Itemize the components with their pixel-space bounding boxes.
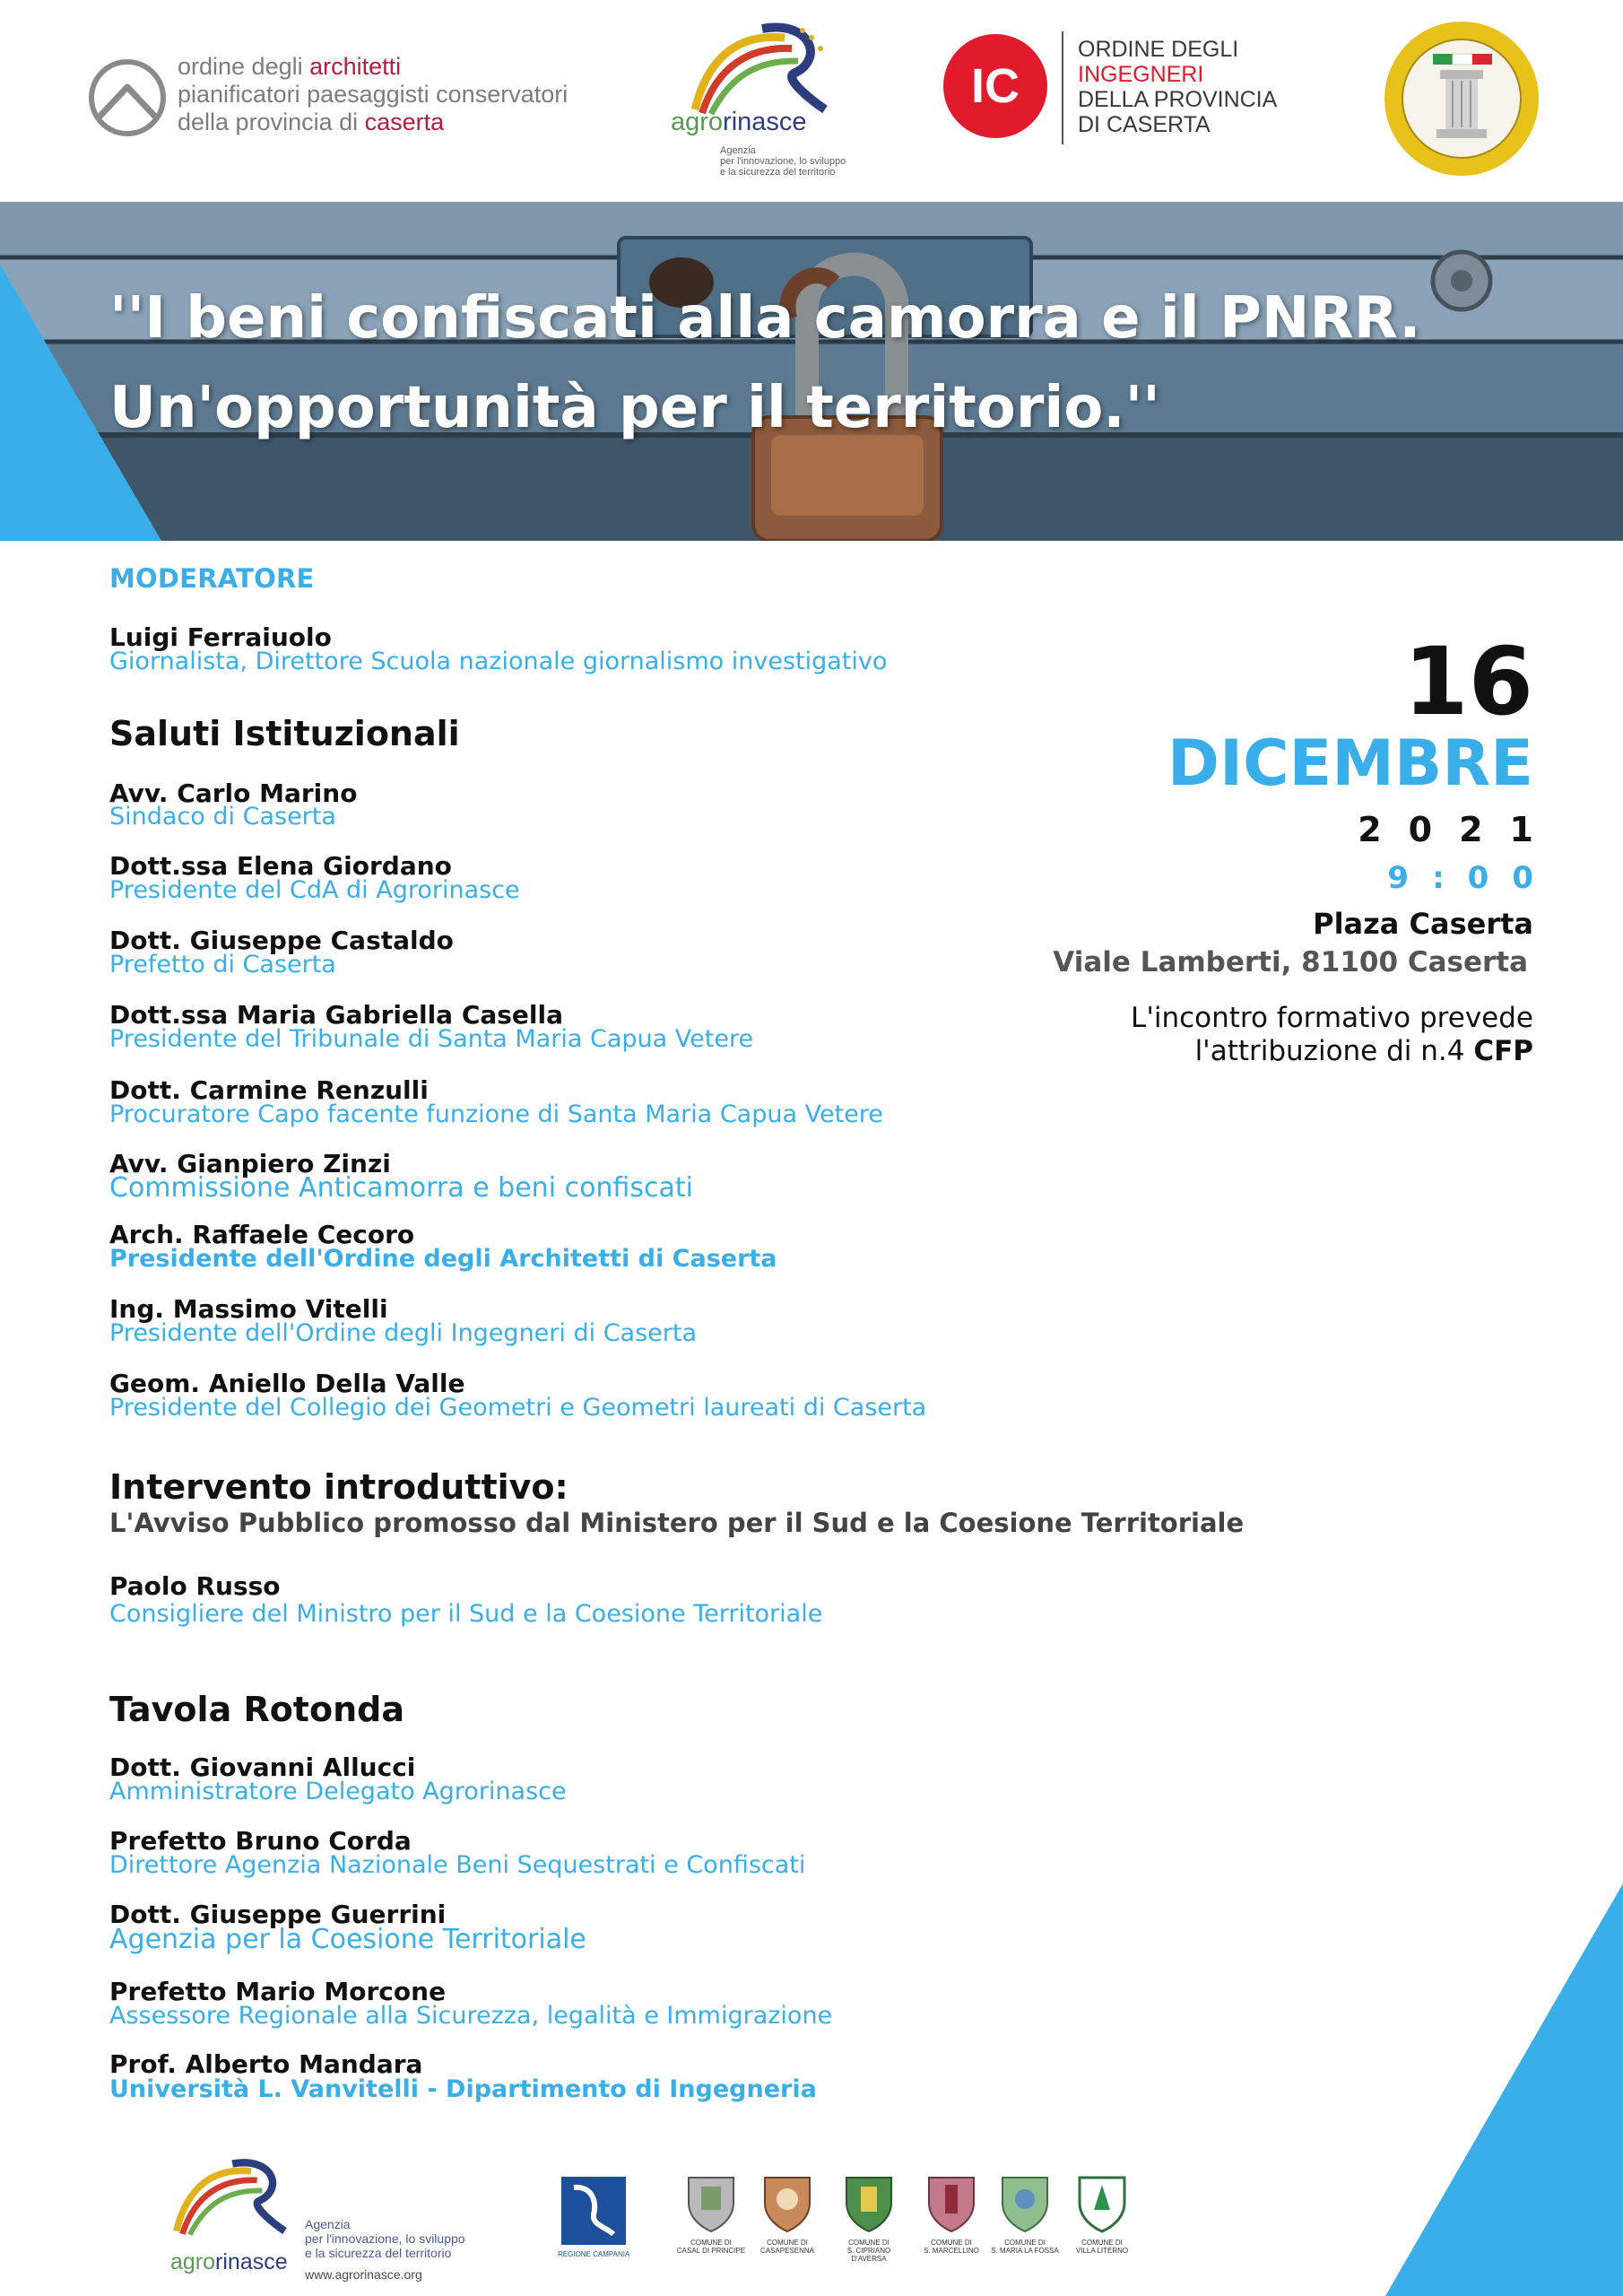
intervento-speaker-name: Paolo Russo bbox=[109, 1571, 281, 1601]
ingegneri-line2: INGEGNERI bbox=[1078, 62, 1204, 87]
agrorinasce-name-rinasce: rinasce bbox=[723, 108, 807, 136]
agrorinasce-footer-logo bbox=[152, 2152, 484, 2287]
event-day: 16 bbox=[1403, 627, 1533, 736]
architetti-line2: pianificatori paesaggisti conservatori bbox=[178, 81, 568, 108]
saluti-speaker-role: Commissione Anticamorra e beni confiscati bbox=[109, 1172, 693, 1204]
moderator-role: Giornalista, Direttore Scuola nazionale giornalismo investigativo bbox=[109, 648, 888, 675]
saluti-speaker-name: Ing. Massimo Vitelli bbox=[109, 1294, 388, 1324]
regione-campania-logo bbox=[558, 2175, 629, 2261]
tavola-speaker-name: Prefetto Bruno Corda bbox=[109, 1826, 412, 1856]
comune-crest bbox=[986, 2169, 1063, 2255]
cfp-label: CFP bbox=[1473, 1035, 1533, 1067]
comune-label: COMUNE DI CASAPESENNA bbox=[759, 2239, 815, 2255]
comune-label: COMUNE DI S. MARIA LA FOSSA bbox=[991, 2239, 1059, 2255]
ingegneri-logo bbox=[942, 31, 1300, 148]
event-year: 2021 bbox=[1358, 810, 1560, 849]
ingegneri-badge: IC bbox=[943, 34, 1047, 138]
tavola-speaker-name: Prefetto Mario Morcone bbox=[109, 1977, 447, 2006]
event-month: DICEMBRE bbox=[1167, 726, 1533, 800]
saluti-speaker-role: Presidente del Tribunale di Santa Maria Capua Vetere bbox=[109, 1025, 754, 1053]
tavola-speaker-role: Agenzia per la Coesione Territoriale bbox=[109, 1924, 586, 1955]
agrorinasce-footer-tagline: Agenzia per l'innovazione, lo sviluppo e la sicurezza del territorio bbox=[305, 2217, 465, 2260]
cfp-line2: l'attribuzione di n.4 bbox=[1194, 1035, 1474, 1067]
tavola-speaker-name: Dott. Giovanni Allucci bbox=[109, 1752, 416, 1782]
moderator-heading: MODERATORE bbox=[109, 563, 315, 594]
tavola-speaker-name: Dott. Giuseppe Guerrini bbox=[109, 1900, 447, 1929]
crest-icon bbox=[1074, 2169, 1130, 2233]
crest-icon bbox=[924, 2169, 979, 2233]
saluti-speaker-name: Avv. Gianpiero Zinzi bbox=[109, 1149, 391, 1178]
comune-crest bbox=[673, 2169, 750, 2255]
architetti-logo bbox=[88, 49, 626, 148]
saluti-speaker-role: Prefetto di Caserta bbox=[109, 951, 336, 978]
saluti-speaker-name: Avv. Carlo Marino bbox=[109, 778, 358, 808]
saluti-speaker-name: Arch. Raffaele Cecoro bbox=[109, 1220, 415, 1249]
regione-campania-icon bbox=[558, 2175, 629, 2247]
architetti-line3: della provincia di bbox=[178, 109, 365, 135]
footer-name-rinasce: rinasce bbox=[215, 2249, 288, 2274]
saluti-speaker-role: Presidente dell'Ordine degli Ingegneri di Caserta bbox=[109, 1319, 698, 1347]
tavola-speaker-name: Prof. Alberto Mandara bbox=[109, 2049, 423, 2079]
footer-logos bbox=[0, 2135, 1623, 2296]
agrorinasce-name-agro: agro bbox=[671, 108, 724, 136]
architetti-text bbox=[178, 53, 568, 136]
footer-name-agro: agro bbox=[170, 2249, 216, 2274]
tavola-heading: Tavola Rotonda bbox=[109, 1690, 404, 1729]
event-address: Viale Lamberti, 81100 Caserta bbox=[1053, 946, 1528, 978]
event-title bbox=[109, 274, 1589, 453]
geometri-seal-icon bbox=[1381, 18, 1542, 179]
comune-label: COMUNE DI CASAL DI PRINCIPE bbox=[676, 2239, 746, 2255]
tavola-speaker-role: Direttore Agenzia Nazionale Beni Sequestrati e Confiscati bbox=[109, 1851, 806, 1879]
tavola-speaker-role: Assessore Regionale alla Sicurezza, legalità e Immigrazione bbox=[109, 2002, 833, 2030]
saluti-speaker-name: Dott. Carmine Renzulli bbox=[109, 1075, 429, 1105]
agrorinasce-footer-name bbox=[170, 2249, 288, 2275]
intervento-heading: Intervento introduttivo: bbox=[109, 1467, 568, 1507]
event-time: 9:00 bbox=[1387, 860, 1557, 896]
architetti-line1: ordine degli bbox=[178, 53, 310, 80]
saluti-speaker-role: Sindaco di Caserta bbox=[109, 803, 336, 831]
hero-banner bbox=[0, 202, 1623, 541]
moderator-name: Luigi Ferraiuolo bbox=[109, 622, 332, 652]
cfp-line1: L'incontro formativo prevede bbox=[1131, 1002, 1533, 1034]
ingegneri-divider bbox=[1062, 31, 1063, 144]
event-venue: Plaza Caserta bbox=[1313, 907, 1533, 941]
architetti-line3-red: caserta bbox=[364, 109, 445, 135]
tavola-speaker-role: Università L. Vanvitelli - Dipartimento di Ingegneria bbox=[109, 2075, 817, 2103]
intervento-speaker-role: Consigliere del Ministro per il Sud e la Coesione Territoriale bbox=[109, 1600, 823, 1628]
regione-campania-label: REGIONE CAMPANIA bbox=[558, 2250, 630, 2258]
ingegneri-text bbox=[1078, 37, 1277, 137]
saluti-speaker-name: Dott.ssa Maria Gabriella Casella bbox=[109, 1000, 564, 1030]
ingegneri-line3: DELLA PROVINCIA bbox=[1078, 87, 1278, 112]
event-title-line2: Un'opportunità per il territorio.'' bbox=[109, 375, 1160, 441]
crest-icon bbox=[683, 2169, 739, 2233]
comune-label: COMUNE DI VILLA LITERNO bbox=[1075, 2239, 1129, 2255]
comune-crest bbox=[913, 2169, 990, 2255]
agrorinasce-header-name bbox=[671, 108, 807, 137]
crest-icon bbox=[759, 2169, 815, 2233]
ingegneri-line4: DI CASERTA bbox=[1078, 112, 1211, 137]
comune-crest bbox=[830, 2169, 907, 2263]
comune-label: COMUNE DI S. MARCELLINO bbox=[924, 2239, 979, 2255]
ingegneri-line1: ORDINE DEGLI bbox=[1078, 37, 1239, 62]
comune-crest bbox=[1063, 2169, 1141, 2255]
saluti-speaker-name: Dott.ssa Elena Giordano bbox=[109, 851, 452, 881]
saluti-speaker-role: Presidente del CdA di Agrorinasce bbox=[109, 876, 520, 904]
architetti-house-icon bbox=[88, 53, 167, 143]
event-details bbox=[906, 627, 1560, 1068]
tavola-speaker-role: Amministratore Delegato Agrorinasce bbox=[109, 1778, 567, 1805]
intervento-subheading: L'Avviso Pubblico promosso dal Ministero per il Sud e la Coesione Territoriale bbox=[109, 1508, 1245, 1538]
saluti-speaker-role: Presidente dell'Ordine degli Architetti di Caserta bbox=[109, 1245, 777, 1273]
agrorinasce-header-tagline: Agenzia per l'innovazione, lo sviluppo e la sicurezza del territorio bbox=[720, 145, 846, 178]
agrorinasce-header-logo bbox=[668, 20, 856, 178]
crest-icon bbox=[841, 2169, 897, 2233]
event-cfp-note bbox=[906, 1002, 1533, 1068]
event-title-line1: ''I beni confiscati alla camorra e il PNRR. bbox=[109, 285, 1421, 352]
architetti-line1-red: architetti bbox=[309, 53, 402, 80]
crest-icon bbox=[997, 2169, 1053, 2233]
saluti-speaker-name: Geom. Aniello Della Valle bbox=[109, 1369, 465, 1398]
saluti-speaker-name: Dott. Giuseppe Castaldo bbox=[109, 926, 454, 955]
saluti-speaker-role: Procuratore Capo facente funzione di Santa Maria Capua Vetere bbox=[109, 1100, 883, 1128]
comune-label: COMUNE DI S. CIPRIANO D'AVERSA bbox=[846, 2239, 891, 2263]
agrorinasce-footer-swoosh-icon bbox=[161, 2152, 296, 2242]
comune-crest bbox=[749, 2169, 826, 2255]
saluti-speaker-role: Presidente del Collegio dei Geometri e Geometri laureati di Caserta bbox=[109, 1394, 927, 1422]
header-logos bbox=[0, 0, 1623, 202]
agrorinasce-swoosh-icon bbox=[677, 20, 838, 118]
agrorinasce-url: www.agrorinasce.org bbox=[305, 2267, 422, 2282]
saluti-heading: Saluti Istituzionali bbox=[109, 714, 460, 753]
